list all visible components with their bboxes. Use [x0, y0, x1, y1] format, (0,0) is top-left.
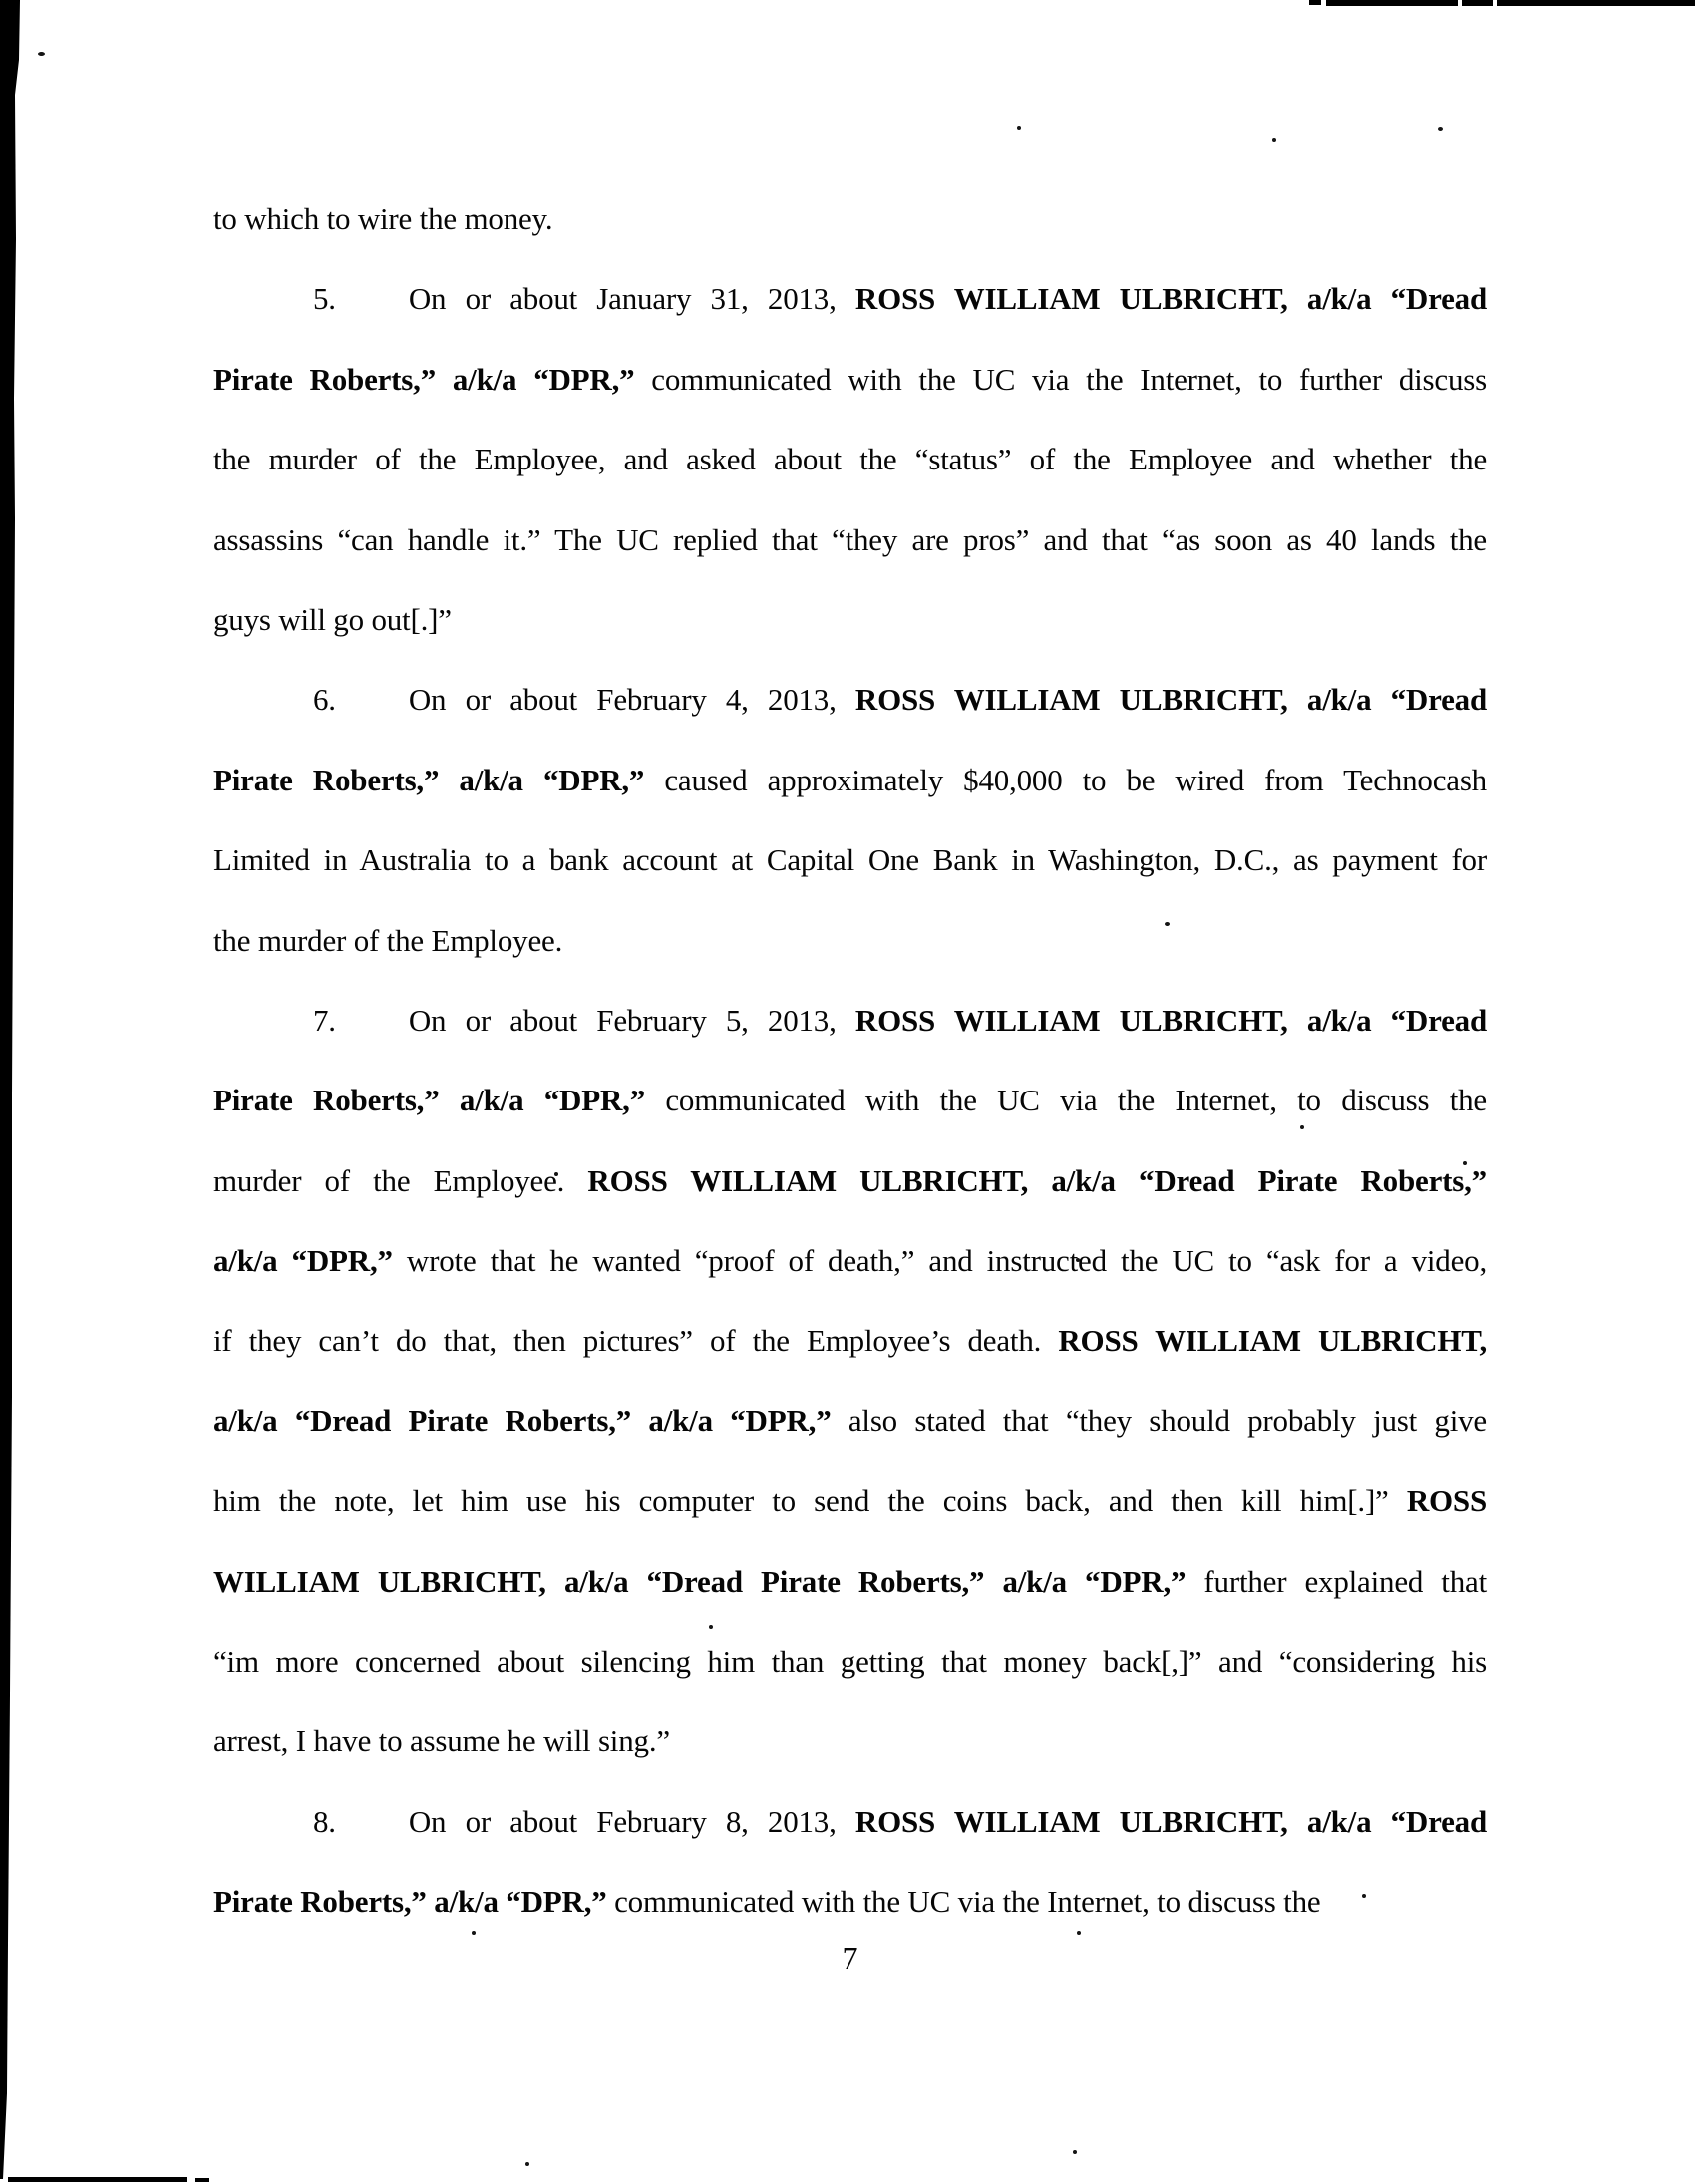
scan-line-segment: [1309, 0, 1321, 5]
text-line: [213, 1862, 1487, 1942]
text-run: guys will go out[.]”: [213, 601, 452, 637]
text-run: the murder of the Employee, and asked about the “status” of the Employee and whether the: [213, 442, 1487, 477]
text-run: Limited in Australia to a bank account at Capital One Bank in Washington, D.C., as payment for: [213, 842, 1487, 878]
text-line: [213, 179, 1487, 259]
text-line: [213, 660, 1487, 740]
text-line: [213, 741, 1487, 820]
text-run: murder of the Employee.: [213, 1162, 588, 1198]
text-run: On or about January 31, 2013,: [408, 281, 855, 317]
text-run: On or about February 5, 2013,: [408, 1002, 855, 1038]
speck-artifact: [1272, 138, 1276, 142]
text-line: [213, 981, 1487, 1061]
document-text: [213, 179, 1487, 1943]
bold-text-run: ROSS WILLIAM ULBRICHT, a/k/a “Dread: [854, 682, 1487, 718]
text-run: further explained that: [1186, 1563, 1487, 1599]
bold-text-run: ROSS WILLIAM ULBRICHT, a/k/a “Dread: [854, 281, 1487, 317]
text-line: [213, 580, 1487, 660]
bold-text-run: ROSS WILLIAM ULBRICHT, a/k/a “Dread Pirate Roberts,”: [587, 1162, 1487, 1198]
text-run: to which to wire the money.: [213, 201, 553, 236]
paragraph-number: 7.: [313, 1002, 336, 1038]
text-line: [213, 259, 1487, 339]
speck-artifact: [1073, 2150, 1077, 2154]
page-number: 7: [842, 1940, 858, 1976]
text-line: [213, 1702, 1487, 1781]
bold-text-run: WILLIAM ULBRICHT, a/k/a “Dread Pirate Roberts,” a/k/a “DPR,”: [213, 1563, 1186, 1599]
text-line: [213, 500, 1487, 580]
bold-text-run: a/k/a “DPR,”: [213, 1243, 393, 1279]
text-run: “im more concerned about silencing him than getting that money back[,]” and “considering his: [213, 1644, 1487, 1680]
bold-text-run: Pirate Roberts,” a/k/a “DPR,”: [213, 762, 645, 797]
bold-text-run: a/k/a “Dread Pirate Roberts,” a/k/a “DPR,”: [213, 1403, 832, 1438]
bold-text-run: Pirate Roberts,” a/k/a “DPR,”: [213, 1083, 645, 1118]
paragraph-number: 6.: [313, 682, 336, 718]
text-run: On or about February 4, 2013,: [408, 682, 855, 718]
paragraph: [213, 981, 1487, 1782]
text-line: [213, 340, 1487, 420]
text-line: [213, 420, 1487, 499]
text-line: [213, 1461, 1487, 1541]
scan-artifact-left-band: [0, 0, 20, 2184]
text-run: him the note, let him use his computer to send the coins back, and then kill him[.]”: [213, 1483, 1407, 1519]
text-line: [213, 901, 1487, 981]
text-run: caused approximately $40,000 to be wired from Technocash: [644, 762, 1487, 797]
bold-text-run: ROSS WILLIAM ULBRICHT, a/k/a “Dread: [854, 1803, 1487, 1839]
text-line: [213, 1782, 1487, 1862]
bold-text-run: ROSS WILLIAM ULBRICHT, a/k/a “Dread: [854, 1002, 1487, 1038]
paragraph-number: 8.: [313, 1803, 336, 1839]
text-run: communicated with the UC via the Internet, to discuss the: [606, 1884, 1321, 1920]
text-line: [213, 1382, 1487, 1461]
text-run: if they can’t do that, then pictures” of the Employee’s death.: [213, 1323, 1059, 1359]
text-line: [213, 1622, 1487, 1702]
paragraph-number: 5.: [313, 281, 336, 317]
text-run: arrest, I have to assume he will sing.”: [213, 1723, 670, 1759]
paragraph: [213, 179, 1487, 259]
text-line: [213, 1141, 1487, 1221]
bold-text-run: ROSS WILLIAM ULBRICHT,: [1058, 1323, 1488, 1359]
paragraph: [213, 1782, 1487, 1943]
speck-artifact: [38, 52, 45, 56]
speck-artifact: [525, 2162, 529, 2166]
text-run: the murder of the Employee.: [213, 922, 563, 958]
text-line: [213, 1061, 1487, 1140]
bold-text-run: ROSS: [1406, 1483, 1487, 1519]
text-run: communicated with the UC via the Internet, to further discuss: [634, 361, 1487, 397]
text-line: [213, 1221, 1487, 1301]
text-run: wrote that he wanted “proof of death,” and instructed the UC to “ask for a video,: [392, 1243, 1487, 1279]
scan-line-segment: [1497, 0, 1695, 6]
scan-line-segment: [195, 2178, 209, 2182]
text-run: communicated with the UC via the Internet, to discuss the: [645, 1083, 1487, 1118]
paragraph: [213, 660, 1487, 981]
text-run: assassins “can handle it.” The UC replied that “they are pros” and that “as soon as 40 lands the: [213, 521, 1487, 557]
bold-text-run: Pirate Roberts,” a/k/a “DPR,”: [213, 361, 635, 397]
text-line: [213, 1301, 1487, 1381]
scan-line-segment: [8, 2177, 187, 2182]
scan-line-segment: [1462, 0, 1493, 6]
paragraph: [213, 259, 1487, 660]
text-run: On or about February 8, 2013,: [408, 1803, 855, 1839]
text-line: [213, 820, 1487, 900]
speck-artifact: [1017, 126, 1021, 130]
bold-text-run: Pirate Roberts,” a/k/a “DPR,”: [213, 1884, 607, 1920]
speck-artifact: [1438, 127, 1443, 131]
scan-line-segment: [1326, 0, 1458, 6]
text-run: also stated that “they should probably just give: [831, 1403, 1487, 1438]
text-line: [213, 1542, 1487, 1622]
